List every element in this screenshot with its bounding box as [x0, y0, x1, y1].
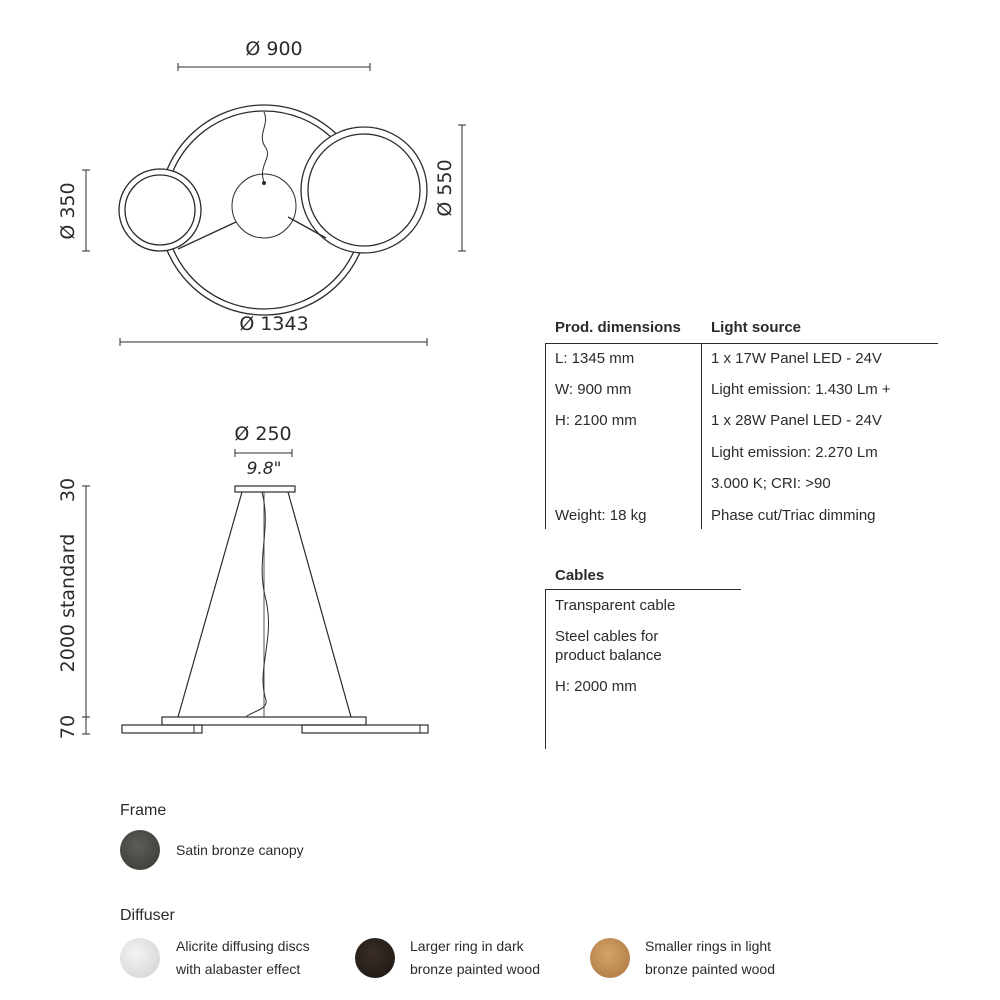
light-led-2: 1 x 28W Panel LED - 24V [711, 412, 882, 429]
spec-left-rule [545, 343, 546, 529]
power-cable-side [246, 492, 268, 717]
spec-mid-rule [701, 343, 702, 529]
dim-inches-label: 9.8" [246, 459, 282, 479]
dim-length: L: 1345 mm [555, 350, 635, 367]
diffuser-swatch-dark-bronze [355, 938, 395, 978]
dim-2000-label: 2000 standard [57, 533, 79, 673]
cable-top [262, 112, 267, 182]
cables-header: Cables [555, 567, 605, 584]
light-led-1: 1 x 17W Panel LED - 24V [711, 350, 882, 367]
small-ring-right-side [302, 725, 428, 733]
light-color-temp: 3.000 K; CRI: >90 [711, 475, 831, 492]
small-ring-left [119, 169, 201, 251]
dim-1343-label: Ø 1343 [239, 313, 309, 335]
light-emission-1: Light emission: 1.430 Lm + [711, 381, 891, 398]
cable-steel-2: product balance [555, 647, 662, 664]
cable-height: H: 2000 mm [555, 678, 637, 695]
dimensions-header: Prod. dimensions [555, 319, 681, 336]
frame-label: Satin bronze canopy [176, 842, 304, 858]
diffuser-swatch-light-bronze [590, 938, 630, 978]
cable-steel-1: Steel cables for [555, 628, 659, 645]
small-ring-left-side [122, 725, 202, 733]
spec-table-rule [545, 343, 938, 344]
canopy-side [235, 486, 295, 492]
light-dimming: Phase cut/Triac dimming [711, 507, 876, 524]
diffuser-label-light-2: bronze painted wood [645, 961, 775, 977]
diffuser-label-light-1: Smaller rings in light [645, 938, 772, 954]
dim-weight: Weight: 18 kg [555, 507, 647, 524]
cables-rule [545, 589, 741, 590]
dim-900-label: Ø 900 [245, 38, 303, 60]
light-source-header: Light source [711, 319, 802, 336]
dim-width: W: 900 mm [555, 381, 632, 398]
large-ring-side [162, 717, 366, 725]
dim-30-label: 30 [57, 477, 79, 503]
diffuser-label-dark-1: Larger ring in dark [410, 938, 524, 954]
dim-350-label: Ø 350 [57, 182, 79, 240]
side-view [82, 449, 428, 734]
dim-550-label: Ø 550 [434, 159, 456, 217]
top-view [82, 63, 466, 346]
frame-title: Frame [120, 802, 167, 819]
diffuser-label-alabaster-1: Alicrite diffusing discs [176, 938, 310, 954]
diffuser-label-dark-2: bronze painted wood [410, 961, 540, 977]
dim-height: H: 2100 mm [555, 412, 637, 429]
diffuser-swatch-alabaster [120, 938, 160, 978]
diffuser-title: Diffuser [120, 907, 175, 924]
diffuser-label-alabaster-2: with alabaster effect [176, 961, 301, 977]
frame-swatch [120, 830, 160, 870]
cable-transparent: Transparent cable [555, 597, 676, 614]
dim-250-label: Ø 250 [234, 423, 292, 445]
light-emission-2: Light emission: 2.270 Lm [711, 444, 878, 461]
dim-70-label: 70 [57, 714, 79, 740]
cables-left-rule [545, 589, 546, 749]
